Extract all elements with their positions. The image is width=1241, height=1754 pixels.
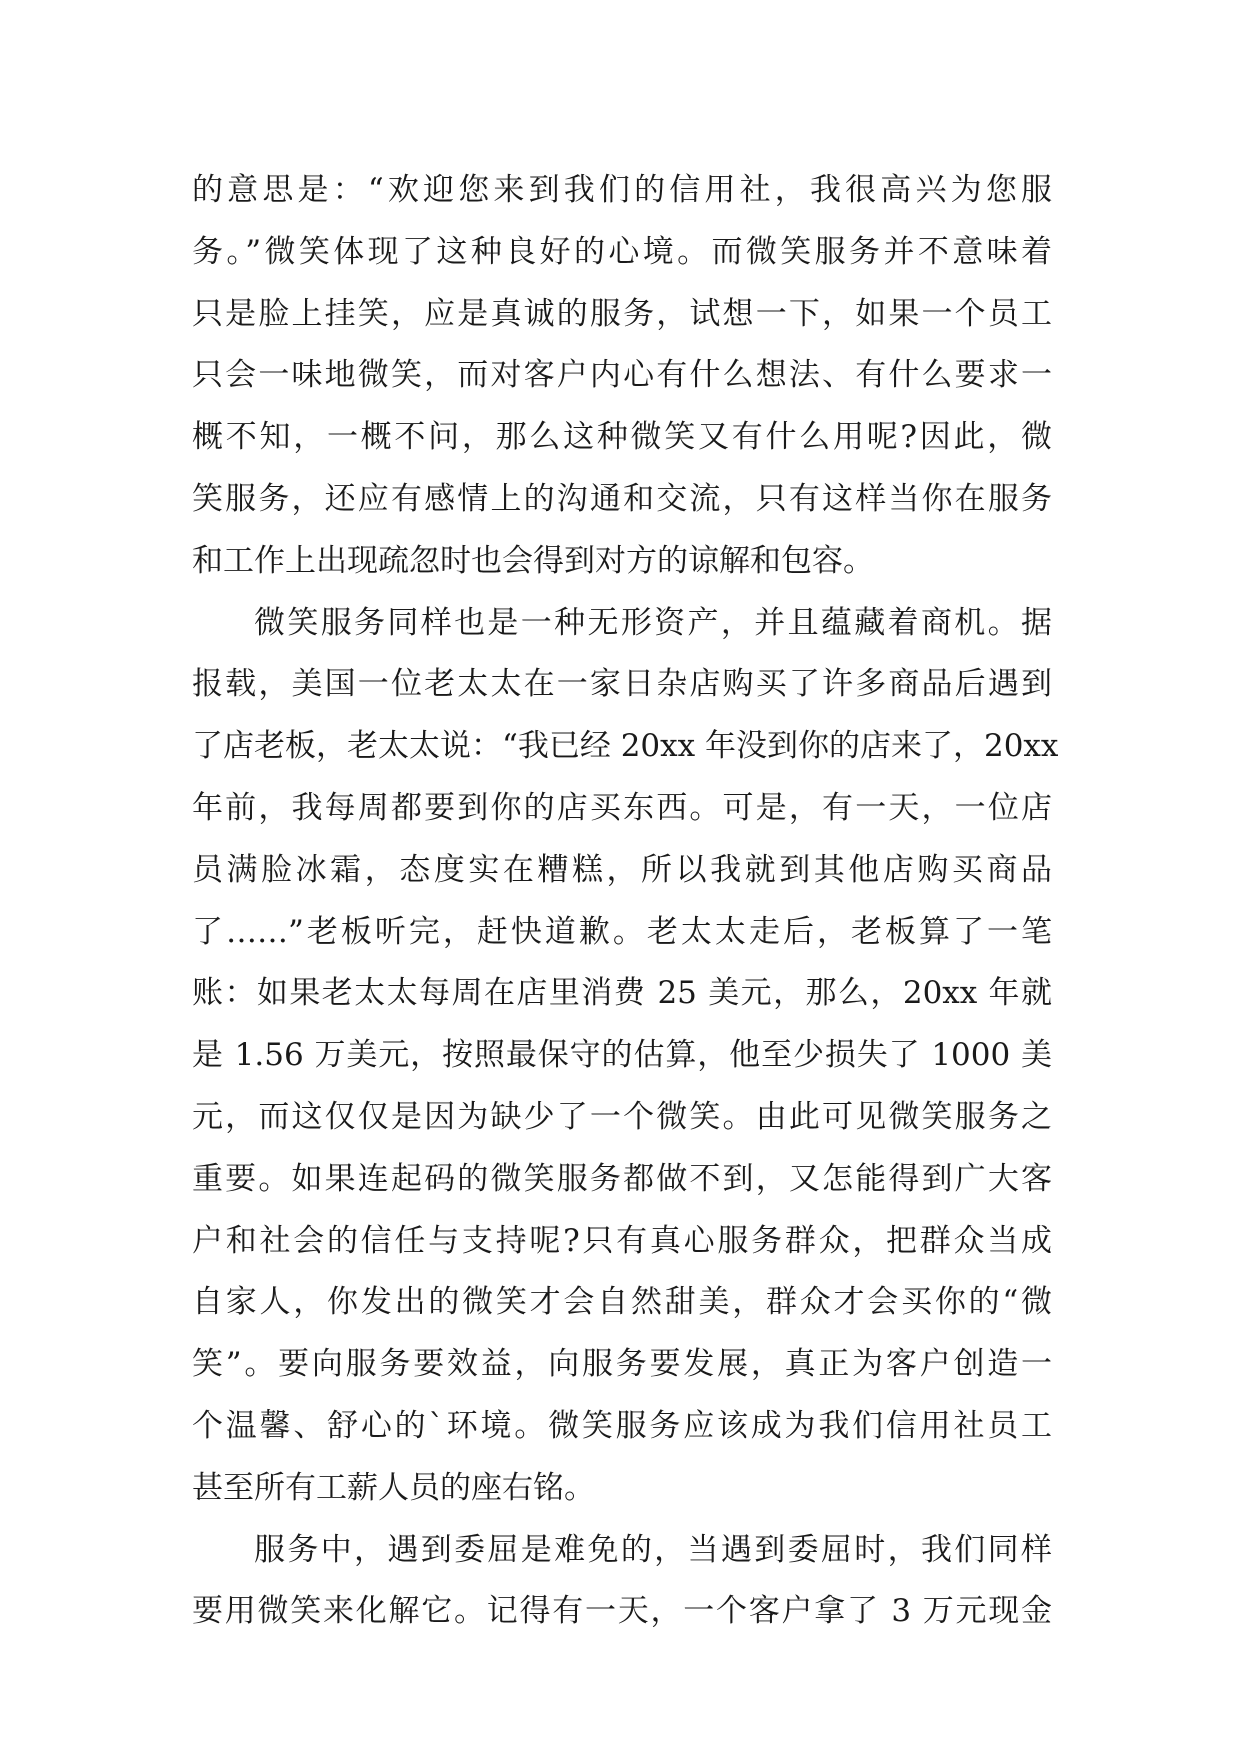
text-line: 只会一味地微笑，而对客户内心有什么想法、有什么要求一 <box>192 357 1052 394</box>
text-line: 元，而这仅仅是因为缺少了一个微笑。由此可见微笑服务之 <box>192 1098 1052 1135</box>
text-line: 和工作上出现疏忽时也会得到对方的谅解和包容。 <box>192 542 874 579</box>
paragraph-first-line: 服务中，遇到委屈是难免的，当遇到委屈时，我们同样 <box>254 1531 1052 1568</box>
text-line: 账：如果老太太每周在店里消费 25 美元，那么，20xx 年就 <box>192 975 1052 1012</box>
text-line: 只是脸上挂笑，应是真诚的服务，试想一下，如果一个员工 <box>192 295 1052 332</box>
text-line: 年前，我每周都要到你的店买东西。可是，有一天，一位店 <box>192 789 1052 826</box>
text-line: 甚至所有工薪人员的座右铭。 <box>192 1469 595 1506</box>
paragraph-first-line: 微笑服务同样也是一种无形资产，并且蕴藏着商机。据 <box>254 604 1052 641</box>
text-line: 要用微笑来化解它。记得有一天，一个客户拿了 3 万元现金 <box>192 1593 1052 1630</box>
text-line: 自家人，你发出的微笑才会自然甜美，群众才会买你的“微 <box>192 1284 1052 1321</box>
text-line: 户和社会的信任与支持呢?只有真心服务群众，把群众当成 <box>192 1222 1052 1259</box>
text-line: 员满脸冰霜，态度实在糟糕，所以我就到其他店购买商品 <box>192 851 1052 888</box>
text-line: 了店老板，老太太说：“我已经 20xx 年没到你的店来了，20xx <box>192 728 1059 765</box>
text-line: 笑”。要向服务要效益，向服务要发展，真正为客户创造一 <box>192 1346 1052 1383</box>
text-line: 概不知，一概不问，那么这种微笑又有什么用呢?因此，微 <box>192 419 1052 456</box>
body-text <box>192 160 1059 1643</box>
text-line: 个温馨、舒心的`环境。微笑服务应该成为我们信用社员工 <box>192 1407 1052 1444</box>
text-line: 报载，美国一位老太太在一家日杂店购买了许多商品后遇到 <box>192 666 1052 703</box>
text-line: 务。”微笑体现了这种良好的心境。而微笑服务并不意味着 <box>192 233 1052 270</box>
text-line: 重要。如果连起码的微笑服务都做不到，又怎能得到广大客 <box>192 1160 1052 1197</box>
text-line: 是 1.56 万美元，按照最保守的估算，他至少损失了 1000 美 <box>192 1037 1052 1074</box>
text-line: 的意思是：“欢迎您来到我们的信用社，我很高兴为您服 <box>192 172 1052 208</box>
text-line: 了……”老板听完，赶快道歉。老太太走后，老板算了一笔 <box>192 913 1052 950</box>
text-line: 笑服务，还应有感情上的沟通和交流，只有这样当你在服务 <box>192 480 1052 517</box>
